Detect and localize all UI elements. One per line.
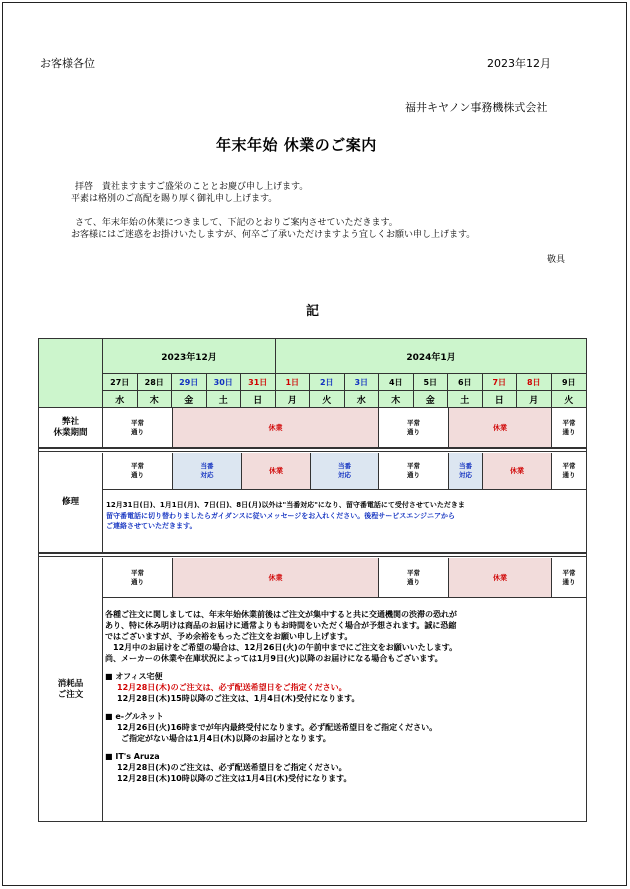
weekday-cell: 水	[103, 391, 138, 408]
date-cell: 30日	[207, 374, 242, 391]
row-label-line1: 弊社	[61, 416, 79, 427]
row-label-company-holiday	[39, 408, 103, 448]
date-cell: 31日	[241, 374, 276, 391]
normal-text-2: 通り	[131, 427, 144, 436]
repair-note-line-1: 12月31日(日)、1月1日(月)、7日(日)、8日(月)以外は"当番対応"になり、留守番電話にて受付させていただきま	[106, 501, 465, 509]
greeting-line-2: 平素は格別のご高配を賜り厚く御礼申し上げます。	[71, 194, 278, 204]
date-cell: 3日	[345, 374, 380, 391]
normal-text-1: 平常	[562, 462, 576, 470]
normal-text-1: 平常	[131, 418, 144, 427]
normal-text-2: 通り	[562, 427, 576, 436]
repair-note-line-3: ご連絡させていただきます。	[106, 522, 197, 530]
date-cell: 4日	[379, 374, 414, 391]
page-title: 年末年始 休業のご案内	[216, 136, 377, 154]
weekday-cell: 火	[310, 391, 345, 408]
weekday-cell: 木	[379, 391, 414, 408]
row-label-line2: 休業期間	[53, 427, 88, 438]
date-cell: 6日	[448, 374, 483, 391]
duty-text-1: 当番	[338, 462, 351, 470]
e-gurunet-line-2: ご指定がない場合は1月4日(木)以降のお届けとなります。	[121, 734, 331, 743]
holiday-period-cell: 休業	[242, 453, 311, 490]
duty-period-cell	[449, 453, 483, 490]
office-takubin-line-2: 12月28日(木)15時以降のご注文は、1月4日(木)受付になります。	[117, 694, 360, 703]
normal-text-1: 平常	[407, 418, 420, 427]
row-label-line2: ご注文	[57, 689, 84, 700]
holiday-period-cell: 休業	[173, 408, 379, 448]
its-aruza-line-1: 12月28日(木)のご注文は、必ず配送希望日をご指定ください。	[117, 763, 347, 772]
normal-period-cell	[552, 453, 586, 490]
normal-text-2: 通り	[407, 427, 420, 436]
row-label-repair: 修理	[39, 453, 103, 553]
weekday-cell: 金	[414, 391, 449, 408]
duty-period-cell	[311, 453, 379, 490]
greeting-line-4: お客様にはご迷惑をお掛けいたしますが、何卒ご了承いただけますよう宜しくお願い申し上げます。	[71, 230, 476, 240]
ki-heading: 記	[306, 304, 320, 319]
weekday-cell: 月	[276, 391, 311, 408]
duty-text-2: 対応	[200, 471, 214, 479]
duty-text-2: 対応	[459, 471, 472, 479]
normal-text-2: 通り	[562, 471, 576, 479]
repair-note-line-2: 留守番電話に切り替わりましたらガイダンスに従いメッセージをお入れください。後程サービスエンジニアから	[106, 511, 456, 520]
supplies-paragraph-2: あり、特に休み明けは商品のお届けに通常よりもお時間をいただく場合が予想されます。誠に恐縮	[105, 621, 457, 630]
date-cell: 29日	[172, 374, 207, 391]
header-corner	[39, 339, 103, 408]
normal-text-2: 通り	[407, 577, 420, 586]
row-separator	[39, 448, 586, 452]
greeting-line-1: 拝啓 貴社ますますご盛栄のこととお慶び申し上げます。	[75, 182, 309, 192]
date-cell: 8日	[517, 374, 552, 391]
normal-text-1: 平常	[407, 568, 420, 577]
holiday-period-cell: 休業	[173, 558, 379, 598]
normal-text-1: 平常	[407, 462, 420, 470]
repair-note-cell	[103, 490, 586, 553]
normal-period-cell	[552, 558, 586, 598]
greeting-line-3: さて、年末年始の休業につきまして、下記のとおりご案内させていただきます。	[75, 218, 398, 228]
weekday-cell: 土	[207, 391, 242, 408]
normal-period-cell	[103, 558, 173, 598]
normal-period-cell	[103, 408, 173, 448]
holiday-period-cell: 休業	[449, 408, 552, 448]
office-takubin-title: ■ オフィス宅便	[105, 672, 163, 681]
weekday-cell: 水	[345, 391, 380, 408]
duty-period-cell	[173, 453, 242, 490]
duty-text-1: 当番	[200, 462, 214, 470]
normal-text-2: 通り	[562, 577, 576, 586]
weekday-cell: 金	[172, 391, 207, 408]
weekday-cell: 木	[138, 391, 173, 408]
normal-text-1: 平常	[131, 462, 144, 470]
supplies-paragraph-5: 尚、メーカーの休業や在庫状況によっては1月9日(火)以降のお届けになる場合もございます。	[105, 654, 443, 663]
row-separator	[39, 553, 586, 557]
its-aruza-title: ■ IT's Aruza	[105, 752, 160, 761]
normal-period-cell	[552, 408, 586, 448]
month-header-dec: 2023年12月	[103, 339, 276, 374]
its-aruza-line-2: 12月28日(木)10時以降のご注文は1月4日(木)受付になります。	[117, 774, 352, 783]
normal-period-cell	[379, 408, 449, 448]
weekday-cell: 日	[483, 391, 518, 408]
normal-period-cell	[379, 453, 449, 490]
e-gurunet-line-1: 12月26日(火)16時までが年内最終受付になります。必ず配送希望日をご指定ください。	[117, 723, 438, 732]
recipient: お客様各位	[40, 57, 95, 70]
date-cell: 1日	[276, 374, 311, 391]
holiday-calendar-table	[38, 338, 587, 822]
date-cell: 28日	[138, 374, 173, 391]
company-name: 福井キヤノン事務機株式会社	[405, 101, 548, 114]
date-cell: 27日	[103, 374, 138, 391]
normal-text-2: 通り	[407, 471, 420, 479]
supplies-paragraph-4: 12月中のお届けをご希望の場合は、12月26日(火)の午前中までにご注文をお願いいたします。	[105, 643, 458, 652]
weekday-cell: 月	[517, 391, 552, 408]
date-cell: 7日	[483, 374, 518, 391]
office-takubin-line-1: 12月28日(木)のご注文は、必ず配送希望日をご指定ください。	[117, 683, 347, 692]
month-header-jan: 2024年1月	[276, 339, 586, 374]
supplies-paragraph-1: 各種ご注文に関しましては、年末年始休業前後はご注文が集中すると共に交通機関の渋滞の恐れが	[105, 610, 457, 619]
date-cell: 5日	[414, 374, 449, 391]
date-cell: 2日	[310, 374, 345, 391]
normal-period-cell	[103, 453, 173, 490]
document-date: 2023年12月	[487, 57, 551, 70]
weekday-cell: 土	[448, 391, 483, 408]
normal-text-1: 平常	[131, 568, 144, 577]
normal-text-1: 平常	[562, 568, 576, 577]
normal-text-2: 通り	[131, 577, 144, 586]
normal-text-2: 通り	[131, 471, 144, 479]
holiday-period-cell: 休業	[483, 453, 552, 490]
supplies-note-cell	[103, 598, 586, 821]
normal-text-1: 平常	[562, 418, 576, 427]
weekday-cell: 火	[552, 391, 587, 408]
holiday-period-cell: 休業	[449, 558, 552, 598]
duty-text-1: 当番	[459, 462, 472, 470]
e-gurunet-title: ■ e-グルネット	[105, 712, 164, 721]
date-cell: 9日	[552, 374, 587, 391]
supplies-paragraph-3: ではございますが、予め余裕をもったご注文をお願い申し上げます。	[105, 632, 353, 641]
closing-word: 敬具	[547, 255, 566, 265]
row-label-line1: 消耗品	[57, 678, 84, 689]
row-label-supplies	[39, 558, 103, 821]
normal-period-cell	[379, 558, 449, 598]
duty-text-2: 対応	[338, 471, 351, 479]
weekday-cell: 日	[241, 391, 276, 408]
